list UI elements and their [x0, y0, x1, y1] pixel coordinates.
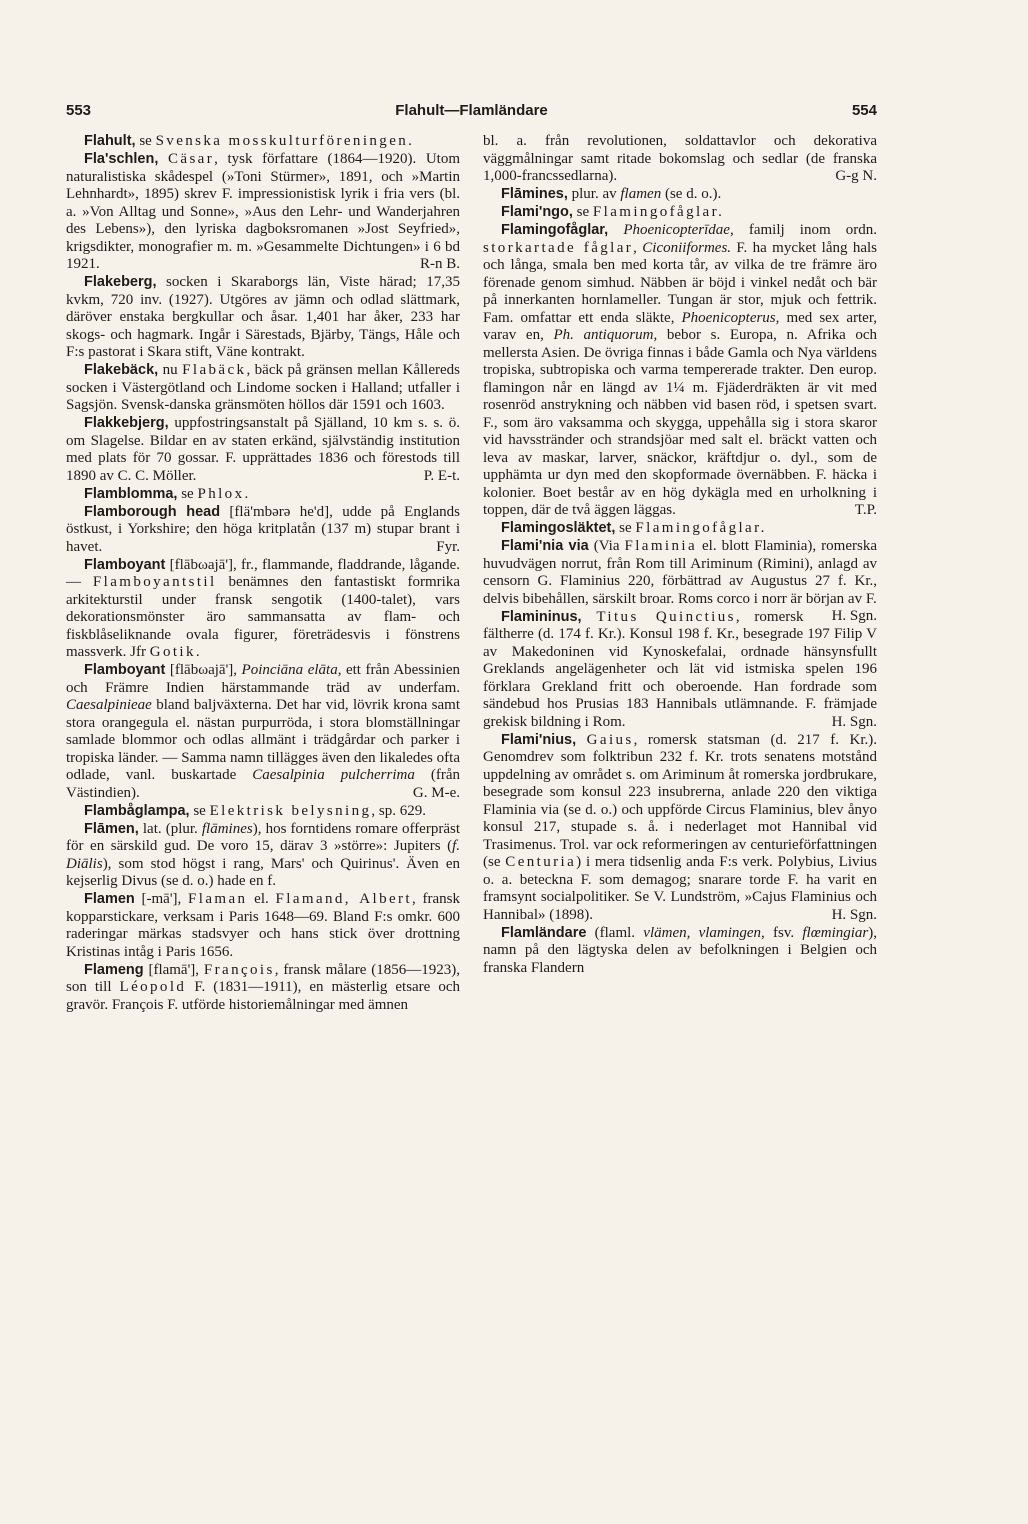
entry-text: ett från Abessinien och Främre Indien härstammande träd av underfam. — [66, 662, 460, 696]
dictionary-entry — [483, 204, 877, 222]
entry-text: [flä'mbərə he'd], udde på Englands östkust, i Yorkshire; den höga kritplatån (137 m) stupar brant i havet. — [66, 503, 461, 555]
entry-text: Léopold — [119, 979, 187, 995]
entry-headword: Fla'schlen, — [84, 151, 159, 167]
author-signature: G-g N. — [835, 168, 877, 184]
entry-text: [-mā'], — [134, 891, 189, 907]
entry-text: plur. av — [567, 186, 621, 202]
entry-text: Flaminia — [624, 538, 698, 554]
entry-text: uppfostringsanstalt på Själland, 10 km s. s. ö. om Slagelse. Bildar en av staten erkänd, självständig institution med plats för 70 gossar. F. upprättades 1836 och förestods till 1890 av C. C. Möller. — [66, 415, 460, 484]
entry-text: Ciconiiformes. — [642, 239, 732, 256]
entry-headword: Flahult, — [84, 133, 136, 149]
dictionary-entry — [66, 274, 460, 362]
entry-headword: Flamboyant — [84, 556, 166, 573]
entry-text: (flaml. — [586, 924, 644, 941]
entry-text: se — [572, 204, 593, 220]
entry-headword: Flamländare — [501, 924, 587, 941]
entry-text: Ph. antiquorum, — [553, 327, 658, 343]
entry-text: (Via — [588, 538, 625, 554]
entry-text: bl. a. från revolutionen, soldattavlor och dekorativa väggmålningar samt ritade bokomslag och sedlar (de franska 1,000-francssedlarna). — [483, 133, 877, 184]
dictionary-entry — [66, 803, 460, 821]
author-signature: H. Sgn. — [831, 713, 877, 730]
dictionary-entry — [483, 520, 877, 538]
entry-headword: Flambåglampa, — [84, 802, 190, 819]
entry-text: Caesalpinieae — [66, 697, 152, 713]
entry-headword: Flamen — [84, 891, 135, 907]
entry-headword: Flāmen, — [84, 820, 139, 837]
entry-text: F. ha mycket lång hals och långa, smala ben med korta tår, av vilka de tre främre äro förenade genom simhud. Näbben är böjd i vinkel nedåt och bär på innerkanten hornlameller. Tungan är stor, mjuk och fettrik. Fam. omfattar ett enda släkte, — [483, 239, 878, 326]
author-signature: H. Sgn. — [831, 906, 877, 923]
entry-text: (se d. o.). — [661, 186, 722, 202]
dictionary-entry — [66, 362, 460, 415]
entry-text: flœmingiar — [802, 924, 869, 941]
left-column — [66, 133, 460, 1015]
dictionary-entry — [483, 609, 877, 732]
entry-headword: Flakeberg, — [84, 274, 157, 290]
entry-text: el. — [247, 891, 276, 907]
entry-text: flamen — [620, 186, 662, 202]
dictionary-entry — [483, 925, 877, 978]
entry-text: Cäsar — [167, 151, 215, 167]
dictionary-entry — [483, 732, 877, 925]
entry-text: fsv. — [764, 924, 803, 941]
dictionary-entry — [66, 821, 460, 891]
entry-text: [flābωajā'], fr., flammande, fladdrande, lågande. — — [66, 556, 460, 590]
entry-text: [flābωajā'], — [165, 662, 242, 678]
dictionary-entry — [66, 151, 460, 274]
page-header — [66, 102, 877, 124]
entry-text: ), namn på den lägtyska delen av befolkningen i Belgien och franska Flandern — [483, 924, 877, 976]
author-signature: G. M-e. — [412, 784, 460, 801]
entry-text — [576, 732, 587, 748]
dictionary-entry — [66, 415, 460, 485]
entry-text: , fransk målare (1856—1923), son till — [66, 961, 460, 995]
entry-text: f. Diālis — [66, 838, 460, 872]
dictionary-entry — [66, 133, 460, 151]
entry-text: Titus Quinctius — [596, 608, 736, 625]
entry-text: nu — [158, 362, 183, 378]
entry-text: ), som stod högst i rang, Mars' och Quirinus'. Även en kejserlig Divus (se d. o.) hade en f. — [66, 855, 460, 889]
entry-text: ) i mera tidsenlig anda F:s verk. Polybius, Livius o. a. beteckna F. som demagog; snarare torde F. ha varit en framsynt socialpolitiker. Se V. Lundström, »Cajus Flaminius och Hannibal» (1898). — [483, 854, 877, 923]
entry-text — [582, 609, 597, 625]
entry-text: se — [135, 133, 156, 149]
dictionary-entry — [483, 186, 877, 204]
author-signature: T.P. — [854, 502, 877, 518]
entry-text: Phoenicopterīdae, — [623, 222, 734, 238]
entry-text — [158, 151, 168, 167]
entry-text: Flamingofåglar. — [592, 204, 725, 220]
entry-headword: Flāmines, — [501, 186, 568, 202]
entry-text: med sex arter, varav en, — [483, 309, 877, 343]
entry-text: , romersk fältherre (d. 174 f. Kr.). Konsul 198 f. Kr., besegrade 197 Filip V av Makedoninen vid Kynoskefalai, ordnade hänsynsfullt Greklands angelägenheter och lät vid istmiska spelen 196 förklara Grekland fritt och oberoende. Han fordrade som sändebud hos Prusias 183 Hannibals utlämnande. F. främjade grekisk bildning i Rom. — [483, 608, 877, 730]
entry-text: Flaman — [188, 891, 248, 907]
entry-text: Centuria — [505, 854, 577, 870]
author-signature: H. Sgn. — [831, 608, 877, 624]
entry-text: bland baljväxterna. Det har vid, lövrik krona samt stora orangegula el. nästan purpurröda, i stora blomställningar samlade blommor och odlas allmänt i trädgårdar och parker i tropiska länder. — Samma namn tillägges även den likaledes ofta odlade, vanl. buskartade — [66, 697, 460, 783]
entry-text: Elektrisk belysning — [209, 802, 372, 819]
entry-text: Phlox. — [197, 485, 251, 502]
entry-headword: Flamborough head — [84, 503, 221, 520]
dictionary-entry — [66, 962, 460, 1015]
entry-text: Gaius — [586, 731, 634, 748]
entry-headword: Flamblomma, — [84, 485, 178, 502]
entry-headword: Flami'nia via — [501, 538, 589, 554]
dictionary-entry — [483, 133, 877, 186]
dictionary-entry — [66, 557, 460, 662]
entry-text: lat. (plur. — [138, 820, 202, 837]
entry-text: , fransk kopparstickare, verksam i Paris 1648—69. Bland F:s omkr. 600 raderingar märkas stadsvyer och hans stick över drottning Kristinas intåg i Paris 1656. — [66, 891, 460, 960]
entry-text: Phoenicopterus, — [681, 309, 780, 326]
entry-text: , romersk statsman (d. 217 f. Kr.). Genomdrev som folktribun 232 f. Kr. trots senatens motstånd uppdelning av området s. om Ariminum åt romerska jordbrukare, besegrade som konsul 223 insubrerna, anlade 220 den viktiga Flaminia via (se d. o.) och uppförde Circus Flaminius, blev ånyo konsul 217, stupade s. å. i nederlaget mot Hannibal vid Trasimenus. Trol. var ock reformeringen av centurieförfattningen (se — [483, 731, 877, 870]
entry-headword: Flami'ngo, — [501, 204, 573, 220]
entry-text: benämnes den fantastiskt formrika arkitekturstil under fransk sengotik (1400-talet), vars dekorationsmönster äro sammansatta av flam- och fiskblåseliknande ovala figurer, företrädesvis i fönstrens massverk. Jfr — [66, 574, 460, 660]
entry-text: , tysk författare (1864—1920). Utom naturalistiska skådespel (»Toni Stürmer», 1891, och »Martin Lehnhardt», 1895) skrev F. impressionistisk lyrik i fria vers (bl. a. »Von Alltag und Sonne», »Aus den Lehr- und Wanderjahren des Lebens»), den lyriska dagboksromanen »Jost Seyfried», krigsdikter, monografier m. m. »Gesammelte Dichtungen» i 6 bd 1921. — [66, 151, 461, 272]
entry-text: Caesalpinia pulcherrima — [252, 767, 415, 783]
running-head: Flahult—Flamländare — [395, 102, 548, 119]
entry-headword: Flamingofåglar, — [501, 222, 609, 238]
entry-text: [flamā'], — [143, 961, 204, 978]
entry-headword: Flameng — [84, 961, 144, 978]
page-number-left: 553 — [66, 102, 92, 119]
entry-text: (från Västindien). — [66, 767, 460, 801]
entry-headword: Flamboyant — [84, 662, 166, 678]
entry-headword: Flamingosläktet, — [501, 520, 616, 536]
entry-text: socken i Skaraborgs län, Viste härad; 17,35 kvkm, 720 inv. (1927). Utgöres av jämn och odlad slättmark, däröver enstaka bergkullar och åsar. 1,401 har åker, 233 har skogs- och hagmark. Ingår i Särestads, Bjärby, Tängs, Håle och F:s pastorat i Skara stift, Väne kontrakt. — [66, 274, 460, 360]
entry-text: storkartade fåglar — [483, 239, 634, 256]
entry-text: Poinciāna elāta, — [241, 662, 342, 678]
entry-headword: Flakebäck, — [84, 362, 159, 378]
entry-text: flāmines — [201, 820, 253, 837]
author-signature: P. E-t. — [423, 467, 460, 484]
entry-text: familj inom ordn. — [733, 222, 878, 238]
dictionary-entry — [66, 662, 460, 802]
entry-text: Svenska mosskulturföreningen. — [155, 133, 415, 149]
entry-text: bebor s. Europa, n. Afrika och mellersta Asien. De övriga finnas i både Gamla och Nya världens tropiska, subtropiska och varma tempererade trakter. Den europ. flamingon når en längd av 1¼ m. Fjäderdräkten är vit med rosenröd anstrykning och näbben vid basen röd, i spetsen svart. F., som äro vaksamma och skygga, uppehålla sig i stora skaror vid havsstränder och strandsjöar med salt el. bräckt vatten och leva av maskar, larver, snäckor, kräftdjur o. dyl., som de upphämta ur dyn med den skopformade övernäbben. F. häcka i kolonier. Boet består av en hög dykägla med en urholkning i toppen, där de två äggen läggas. — [483, 327, 878, 518]
author-signature: R-n B. — [419, 256, 460, 272]
dictionary-entry — [66, 486, 460, 504]
entry-text: , bäck på gränsen mellan Kållereds socken i Västergötland och Lindome socken i Halland; utfaller i Sagsjön. Svensk-danska gränsmöten höllos där 1591 och 1603. — [66, 362, 460, 413]
entry-text: Flamingofåglar. — [635, 520, 767, 536]
right-column — [483, 133, 877, 978]
entry-text: el. blott Flaminia), romerska huvudvägen norrut, från Rom till Ariminum (Rimini), anlagd av censorn G. Flaminius 220, förbättrad av Augustus 27 f. Kr., delvis bibehållen, särskilt broar. Roms corco i norr är början av F. — [483, 538, 877, 607]
entry-text: vlämen, vlamingen, — [643, 924, 765, 941]
entry-text: se — [177, 485, 198, 502]
entry-headword: Flakkebjerg, — [84, 415, 169, 431]
entry-text — [608, 222, 623, 238]
entry-text: Flabäck — [182, 362, 247, 378]
entry-headword: Flami'nius, — [501, 731, 577, 748]
entry-text: ), hos forntidens romare offerpräst för en särskild gud. De voro 15, därav 3 »större»: Jupiters ( — [66, 820, 460, 854]
entry-text: Gotik. — [149, 644, 203, 660]
entry-text: François — [203, 961, 275, 978]
entry-text: F. (1831—1911), en mästerlig etsare och gravör. François F. utförde historiemålningar med ämnen — [66, 979, 460, 1013]
entry-text: se — [615, 520, 636, 536]
dictionary-entry — [66, 504, 460, 557]
entry-text: , — [633, 239, 643, 256]
entry-headword: Flamininus, — [501, 608, 582, 625]
author-signature: Fyr. — [436, 538, 460, 555]
dictionary-entry — [483, 222, 877, 520]
page-number-right: 554 — [851, 102, 877, 119]
entry-text: se — [189, 802, 210, 819]
dictionary-entry — [66, 891, 460, 961]
entry-text: Flamand, Albert — [275, 891, 412, 907]
entry-text: Flamboyantstil — [92, 574, 217, 590]
entry-text: , sp. 629. — [371, 802, 426, 819]
